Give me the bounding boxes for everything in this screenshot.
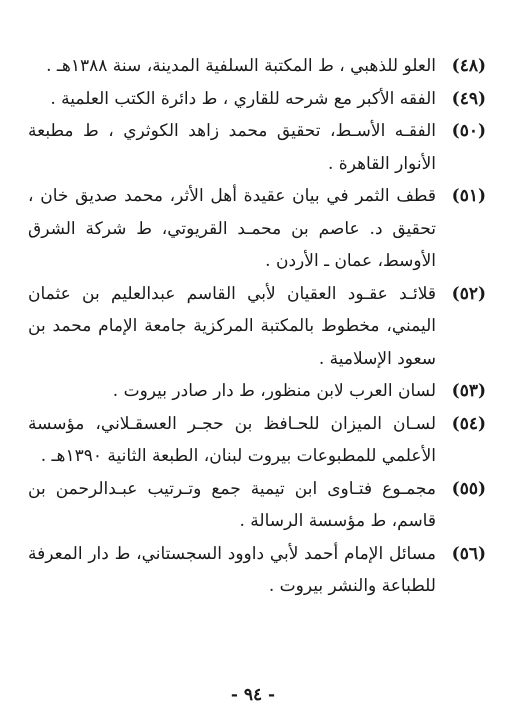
entry-number: (٥٤) <box>451 413 486 434</box>
entry-text: لسـان الميزان للحـافظ بن حجـر العسقـلاني، مؤسسة الأعلمي للمطبوعات بيروت لبنان، الطبعة الثانية ١٣٩٠هـ . <box>28 413 436 466</box>
bibliography-entry <box>28 408 486 473</box>
entry-text: قلائـد عقـود العقيان لأبي القاسم عبدالعليم بن عثمان اليمني، مخطوط بالمكتبة المركزية جامعة الإمام محمد بن سعود الإسلامية . <box>28 283 436 369</box>
bibliography-entry <box>28 115 486 180</box>
bibliography-entry <box>28 180 486 278</box>
entry-text: الفقـه الأسـط، تحقيق محمد زاهد الكوثري ، ط مطبعة الأنوار القاهرة . <box>28 121 436 174</box>
bibliography-list <box>28 50 486 603</box>
bibliography-entry <box>28 375 486 408</box>
entry-text: العلو للذهبي ، ط المكتبة السلفية المدينة، سنة ١٣٨٨هـ . <box>46 56 436 76</box>
bibliography-entry <box>28 538 486 603</box>
entry-number: (٥٣) <box>451 381 486 401</box>
entry-text: لسان العرب لابن منظور، ط دار صادر بيروت . <box>112 381 436 401</box>
entry-text: مجمـوع فتـاوى ابن تيمية جمع وتـرتيب عبـدالرحمن بن قاسم، ط مؤسسة الرسالة . <box>28 478 436 531</box>
bibliography-entry <box>28 278 486 376</box>
entry-text: قطف الثمر في بيان عقيدة أهل الأثر، محمد صديق خان ، تحقيق د. عاصم بن محمـد القريوتي، ط شركة الشرق الأوسط، عمان ـ الأردن . <box>28 186 436 271</box>
entry-number: (٥٢) <box>451 283 486 304</box>
entry-number: (٥٥) <box>451 478 486 499</box>
bibliography-entry <box>28 50 486 83</box>
bibliography-entry <box>28 473 486 538</box>
page-number: - ٩٤ - <box>230 685 276 705</box>
entry-number: (٤٨) <box>451 56 486 76</box>
entry-text: الفقه الأكبر مع شرحه للقاري ، ط دائرة الكتب العلمية . <box>50 88 436 109</box>
entry-number: (٤٩) <box>451 88 486 109</box>
entry-text: مسائل الإمام أحمد لأبي داوود السجستاني، ط دار المعرفة للطباعة والنشر بيروت . <box>28 543 436 596</box>
entry-number: (٥١) <box>451 186 486 206</box>
entry-number: (٥٦) <box>451 543 486 564</box>
bibliography-entry <box>28 83 486 116</box>
entry-number: (٥٠) <box>451 121 486 141</box>
